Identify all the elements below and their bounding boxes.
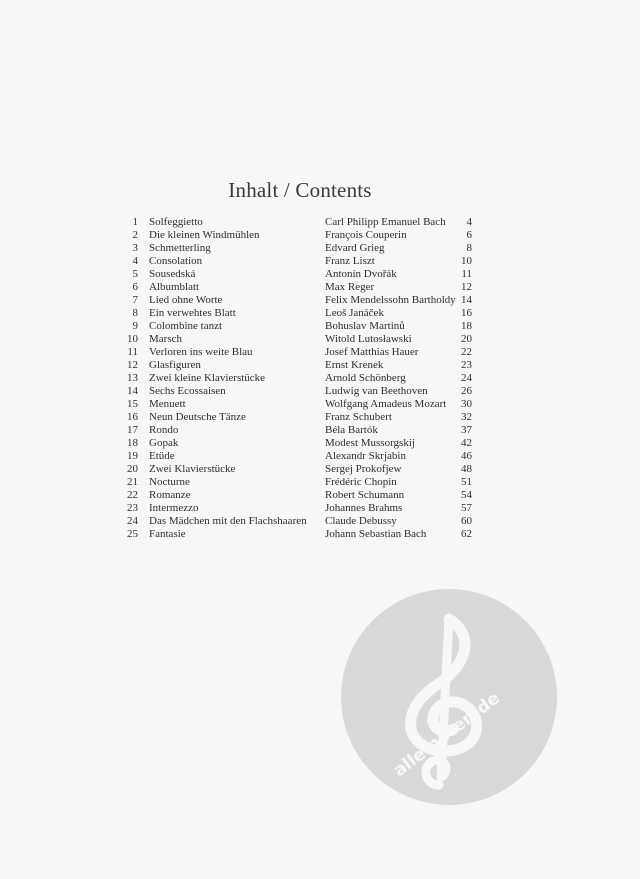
watermark-text: alle-noten.de [389,688,504,781]
watermark [341,589,557,805]
page-number: 32 [461,411,472,423]
page-number: 30 [461,398,472,410]
composer-name: Wolfgang Amadeus Mozart [325,398,447,410]
page-number: 18 [461,320,472,332]
toc-entry [0,294,640,307]
composer-name: Béla Bartók [325,424,378,436]
toc-entry [0,281,640,294]
page-number: 37 [461,424,472,436]
page-number: 22 [461,346,472,358]
piece-title: Glasfiguren [149,359,201,371]
entry-number: 24 [127,515,138,527]
toc-entry [0,424,640,437]
piece-title: Zwei kleine Klavierstücke [149,372,266,384]
piece-title: Schmetterling [149,242,211,254]
page-number: 14 [461,294,472,306]
piece-title: Etüde [149,450,175,462]
piece-title: Die kleinen Windmühlen [149,229,260,241]
piece-title: Colombine tanzt [149,320,223,332]
toc-entry [0,216,640,229]
composer-name: Ernst Krenek [325,359,384,371]
piece-title: Das Mädchen mit den Flachshaaren [149,515,307,527]
entry-number: 10 [127,333,138,345]
entry-number: 18 [127,437,138,449]
toc-entry [0,385,640,398]
piece-title: Marsch [149,333,182,345]
toc-entry [0,359,640,372]
composer-name: Felix Mendelssohn Bartholdy [325,294,456,306]
toc-entry [0,320,640,333]
page-number: 23 [461,359,472,371]
composer-name: Johann Sebastian Bach [325,528,427,540]
page-number: 12 [461,281,472,293]
page-number: 48 [461,463,472,475]
page-number: 20 [461,333,472,345]
composer-name: Alexandr Skrjabin [325,450,406,462]
composer-name: Sergej Prokofjew [325,463,402,475]
toc-entry [0,268,640,281]
composer-name: Edvard Grieg [325,242,385,254]
piece-title: Intermezzo [149,502,199,514]
entry-number: 8 [132,307,138,319]
toc-entry [0,346,640,359]
entry-number: 2 [132,229,138,241]
entry-number: 12 [127,359,138,371]
composer-name: Max Reger [325,281,375,293]
page-number: 4 [466,216,472,228]
entry-number: 15 [127,398,138,410]
toc-entry [0,229,640,242]
composer-name: Johannes Brahms [325,502,403,514]
toc-entry [0,528,640,541]
toc-entry [0,398,640,411]
page-number: 10 [461,255,472,267]
page-number: 51 [461,476,472,488]
entry-number: 3 [132,242,138,254]
toc-entry [0,307,640,320]
piece-title: Ein verwehtes Blatt [149,307,236,319]
composer-name: Josef Matthias Hauer [325,346,419,358]
page-number: 42 [461,437,472,449]
toc-entry [0,411,640,424]
toc-entry [0,476,640,489]
piece-title: Rondo [149,424,179,436]
toc-entry [0,242,640,255]
entry-number: 1 [132,216,138,228]
composer-name: Robert Schumann [325,489,405,501]
piece-title: Solfeggietto [149,216,203,228]
toc-entry [0,489,640,502]
composer-name: François Couperin [325,229,407,241]
page-number: 8 [466,242,472,254]
page-number: 54 [461,489,472,501]
entry-number: 11 [127,346,138,358]
page-title: Inhalt / Contents [228,178,372,202]
page-number: 57 [461,502,472,514]
entry-number: 23 [127,502,138,514]
page-number: 26 [461,385,472,397]
toc-entry [0,450,640,463]
composer-name: Witold Lutosławski [325,333,412,345]
entry-number: 4 [132,255,138,267]
page-number: 60 [461,515,472,527]
toc-entry [0,255,640,268]
piece-title: Menuett [149,398,186,410]
composer-name: Carl Philipp Emanuel Bach [325,216,446,228]
entry-number: 9 [132,320,138,332]
piece-title: Albumblatt [149,281,200,293]
entry-number: 20 [127,463,138,475]
composer-name: Claude Debussy [325,515,397,527]
toc-entry [0,502,640,515]
composer-name: Ludwig van Beethoven [325,385,428,397]
entry-number: 16 [127,411,138,423]
composer-name: Franz Schubert [325,411,392,423]
composer-name: Modest Mussorgskij [325,437,415,449]
entry-number: 25 [127,528,138,540]
toc-entry [0,372,640,385]
entry-number: 17 [127,424,138,436]
toc-entry [0,515,640,528]
page-number: 6 [466,229,472,241]
piece-title: Fantasie [149,528,186,540]
entry-number: 21 [127,476,138,488]
piece-title: Gopak [149,437,179,449]
piece-title: Neun Deutsche Tänze [149,411,246,423]
page-number: 46 [461,450,472,462]
piece-title: Verloren ins weite Blau [149,346,253,358]
composer-name: Franz Liszt [325,255,375,267]
piece-title: Sousedská [149,268,196,280]
toc-entry [0,333,640,346]
piece-title: Romanze [149,489,191,501]
table-of-contents [0,216,640,541]
composer-name: Bohuslav Martinů [325,320,405,332]
entry-number: 14 [127,385,138,397]
composer-name: Arnold Schönberg [325,372,406,384]
piece-title: Lied ohne Worte [149,294,223,306]
entry-number: 6 [132,281,138,293]
composer-name: Frédéric Chopin [325,476,397,488]
entry-number: 7 [132,294,138,306]
piece-title: Consolation [149,255,203,267]
entry-number: 13 [127,372,138,384]
page-number: 24 [461,372,472,384]
piece-title: Sechs Ecossaisen [149,385,226,397]
page-number: 62 [461,528,472,540]
composer-name: Antonín Dvořák [325,268,397,280]
toc-entry [0,463,640,476]
entry-number: 5 [132,268,138,280]
composer-name: Leoš Janáček [325,307,384,319]
page-number: 11 [461,268,472,280]
page-number: 16 [461,307,472,319]
entry-number: 19 [127,450,138,462]
piece-title: Zwei Klavierstücke [149,463,236,475]
piece-title: Nocturne [149,476,190,488]
toc-entry [0,437,640,450]
entry-number: 22 [127,489,138,501]
